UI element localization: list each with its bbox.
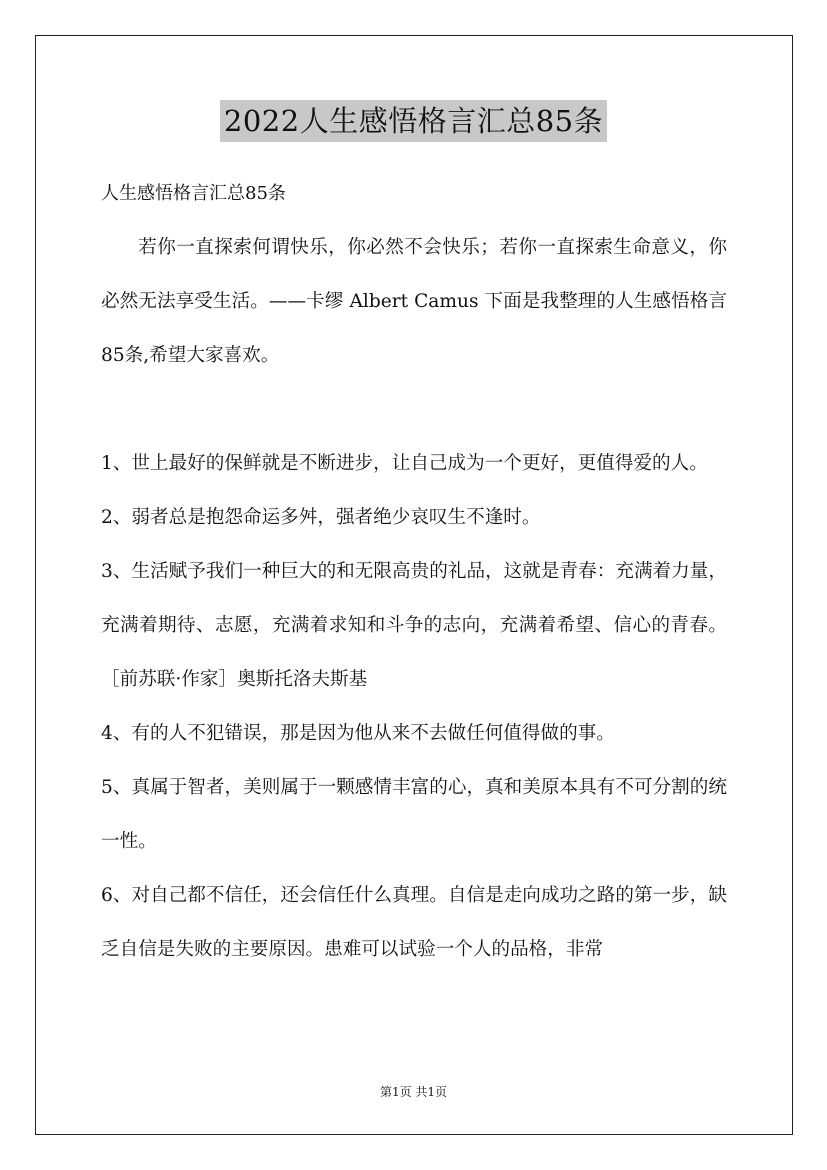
quote-item-2: 2、弱者总是抱怨命运多舛，强者绝少哀叹生不逢时。 (101, 507, 541, 528)
quote-item-4: 4、有的人不犯错误，那是因为他从来不去做任何值得做的事。 (101, 723, 615, 744)
title-container (0, 100, 827, 142)
document-title: 2022人生感悟格言汇总85条 (220, 100, 607, 142)
document-subtitle: 人生感悟格言汇总85条 (101, 183, 286, 204)
quote-item-1: 1、世上最好的保鲜就是不断进步，让自己成为一个更好，更值得爱的人。 (101, 453, 708, 474)
document-body (101, 167, 727, 977)
page-footer: 第1页 共1页 (379, 1085, 448, 1099)
paragraph-spacer (101, 383, 727, 437)
quote-item-3: 3、生活赋予我们一种巨大的和无限高贵的礼品，这就是青春：充满着力量，充满着期待、志愿，充满着求知和斗争的志向，充满着希望、信心的青春。［前苏联·作家］奥斯托洛夫斯基 (101, 561, 727, 690)
quote-item-5: 5、真属于智者，美则属于一颗感情丰富的心，真和美原本具有不可分割的统一性。 (101, 777, 727, 852)
intro-paragraph: 若你一直探索何谓快乐，你必然不会快乐；若你一直探索生命意义，你必然无法享受生活。——卡缪 Albert Camus 下面是我整理的人生感悟格言85条,希望大家喜欢。 (101, 237, 727, 366)
quote-item-6: 6、对自己都不信任，还会信任什么真理。自信是走向成功之路的第一步，缺乏自信是失败的主要原因。患难可以试验一个人的品格，非常 (101, 885, 727, 960)
